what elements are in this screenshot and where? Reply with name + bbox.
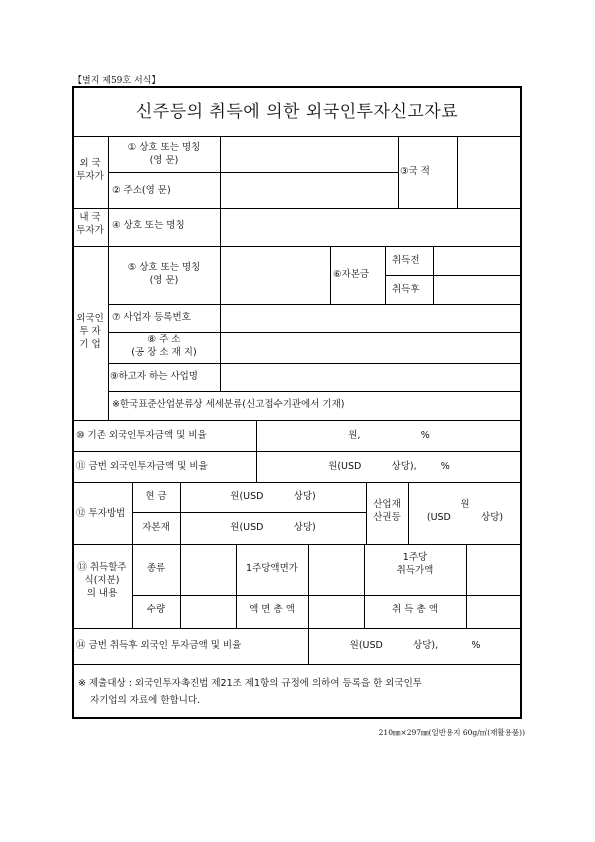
- total-par-value-label: 액 면 총 액: [249, 604, 295, 615]
- price-per-share-label: 1주당 취득가액: [396, 552, 434, 576]
- capital-before-field[interactable]: [434, 247, 520, 274]
- cash-value[interactable]: 원(USD 상당): [230, 491, 316, 502]
- foreign-investor-address-label: ② 주소(영 문): [112, 185, 171, 196]
- quantity-label: 수량: [146, 604, 166, 615]
- domestic-investor-name-label: ④ 상호 또는 명칭: [112, 220, 185, 231]
- nationality-field[interactable]: [458, 137, 520, 207]
- share-type-field[interactable]: [181, 545, 235, 594]
- foreign-investor-name-label: ① 상호 또는 명칭 (영 문): [127, 142, 201, 166]
- par-value-per-share-label: 1주당액면가: [246, 563, 298, 574]
- capital-goods-label: 자본재: [142, 522, 170, 533]
- submission-notice: ※ 제출대상 : 외국인투자촉진법 제21조 제1항의 규정에 의하여 등록을 한 외국인투 자기업의 자료에 한합니다.: [78, 678, 422, 707]
- industry-classification-label: ※한국표준산업분류상 세세분류(신고접수기관에서 기재): [112, 399, 345, 410]
- capital-goods-value[interactable]: 원(USD 상당): [230, 522, 316, 533]
- foreign-investor-name-field[interactable]: [221, 137, 397, 171]
- foreign-investor-label: 외 국 투자가: [76, 158, 104, 182]
- total-acquisition-price-label: 취 득 총 액: [392, 604, 438, 615]
- post-acquisition-investment-label: ⑭ 금번 취득후 외국인 투자금액 및 비율: [76, 640, 242, 651]
- existing-investment-label: ⑩ 기존 외국인투자금액 및 비율: [76, 430, 207, 441]
- total-acquisition-price-field[interactable]: [467, 596, 520, 627]
- business-registration-label: ⑦ 사업자 등록번호: [112, 312, 191, 323]
- total-par-value-field[interactable]: [309, 596, 363, 627]
- par-value-field[interactable]: [309, 545, 363, 594]
- existing-investment-value[interactable]: 원, %: [348, 430, 430, 441]
- capital-before-label: 취득전: [392, 255, 420, 266]
- business-name-label: ⑨하고자 하는 사업명: [110, 371, 198, 382]
- ip-rights-label: 산업재 산권등: [373, 499, 401, 523]
- current-investment-label: ⑪ 금번 외국인투자금액 및 비율: [76, 461, 208, 472]
- enterprise-name-label: ⑤ 상호 또는 명칭 (영 문): [127, 262, 201, 286]
- page-title: 신주등의 취득에 의한 외국인투자신고자료: [135, 102, 459, 122]
- capital-after-field[interactable]: [434, 276, 520, 303]
- enterprise-address-label: ⑧ 주 소 (공 장 소 재 지): [131, 334, 197, 358]
- current-investment-value[interactable]: 원(USD 상당), %: [328, 461, 450, 472]
- capital-label: ⑥자본금: [333, 269, 370, 280]
- post-acquisition-investment-value[interactable]: 원(USD 상당), %: [349, 640, 481, 651]
- paper-spec: 210㎜×297㎜(일반용지 60g/㎡(재활용품)): [378, 728, 525, 737]
- nationality-label: ③국 적: [400, 166, 430, 177]
- foreign-enterprise-label: 외국인 투 자 기 업: [76, 313, 104, 350]
- capital-after-label: 취득후: [392, 284, 420, 295]
- domestic-investor-label: 내 국 투자가: [76, 212, 104, 236]
- business-registration-field[interactable]: [221, 305, 520, 331]
- foreign-investor-address-field[interactable]: [221, 173, 397, 207]
- investment-method-label: ⑫ 투자방법: [76, 508, 126, 519]
- form-number-tag: 【별지 제59호 서식】: [73, 76, 161, 86]
- enterprise-address-field[interactable]: [221, 333, 520, 362]
- quantity-field[interactable]: [181, 596, 235, 627]
- ip-rights-value[interactable]: 원 (USD 상당): [426, 499, 504, 523]
- cash-label: 현 금: [145, 491, 167, 502]
- domestic-investor-name-field[interactable]: [221, 209, 520, 245]
- share-type-label: 종류: [146, 563, 166, 574]
- enterprise-name-field[interactable]: [221, 247, 329, 303]
- shares-content-label: ⑬ 취득할주 식(지분) 의 내용: [77, 562, 127, 599]
- business-name-field[interactable]: [221, 364, 520, 390]
- price-per-share-field[interactable]: [467, 545, 520, 594]
